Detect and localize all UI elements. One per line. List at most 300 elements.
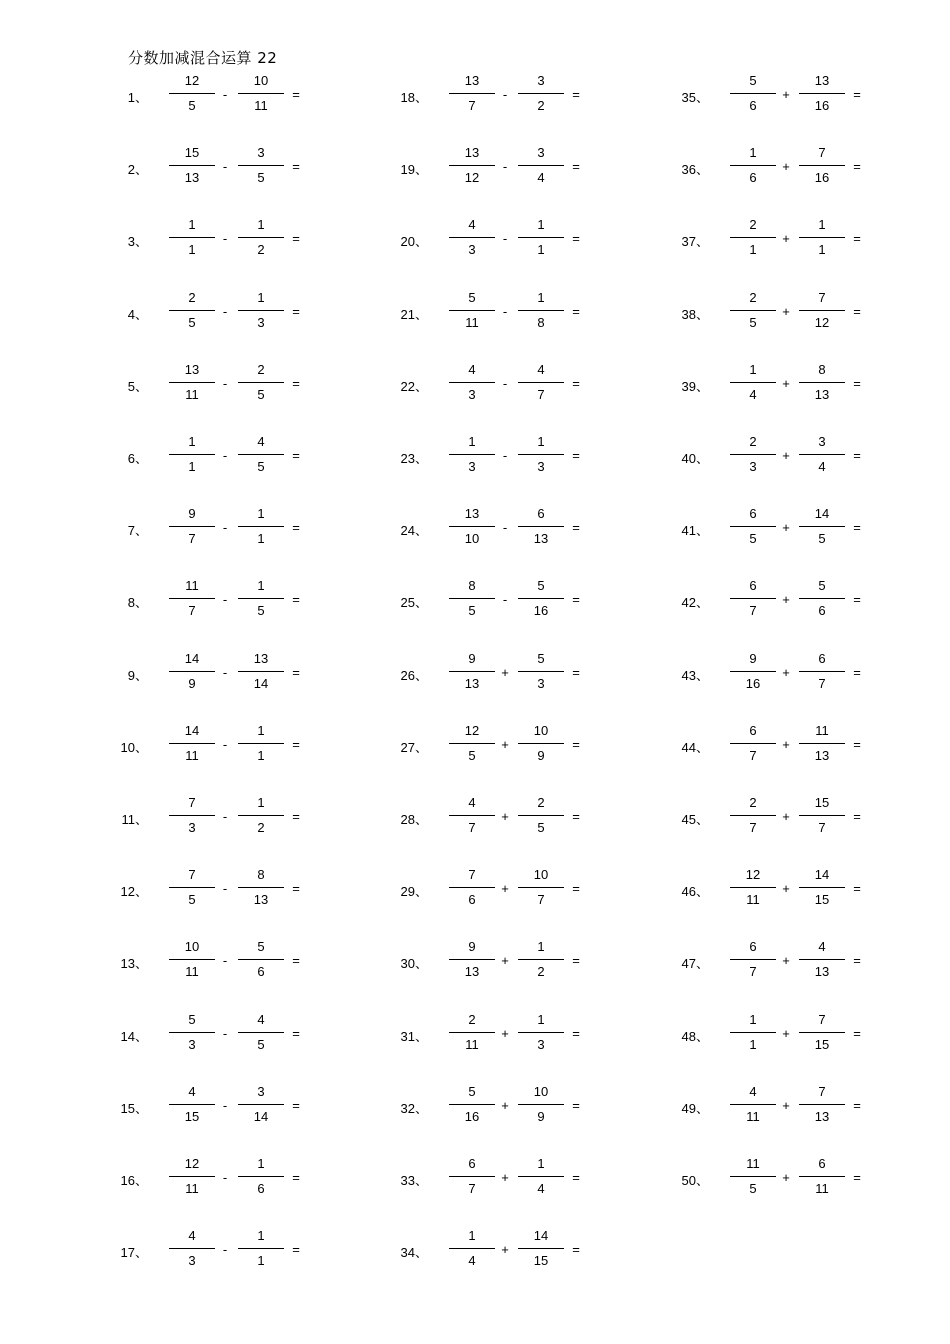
problem-item [665, 144, 875, 194]
problem-item [665, 289, 875, 339]
numerator: 9 [749, 650, 757, 666]
problem-item [665, 216, 875, 266]
operator-sign: - [502, 231, 508, 247]
fraction-second [518, 216, 564, 266]
problem-number: 44、 [681, 739, 709, 755]
fraction-first [730, 361, 776, 411]
equals-sign: = [853, 159, 861, 175]
fraction-first [730, 1011, 776, 1061]
problem-item [104, 722, 314, 772]
problem-item [665, 72, 875, 122]
operator-sign: - [222, 881, 228, 897]
numerator: 13 [464, 145, 480, 161]
problem-number: 9、 [127, 667, 148, 683]
problem-item [104, 1083, 314, 1133]
denominator: 1 [188, 242, 196, 258]
fraction-first [169, 433, 215, 483]
fraction-second [238, 1083, 284, 1133]
fraction-second [799, 1083, 845, 1133]
denominator: 11 [465, 1036, 479, 1052]
operator-sign: + [782, 87, 790, 102]
fraction-bar [730, 1104, 776, 1105]
equals-sign: = [292, 87, 300, 102]
equals-sign: = [572, 953, 580, 969]
fraction-first [169, 650, 215, 700]
equals-sign: = [572, 1170, 580, 1185]
denominator: 3 [749, 459, 757, 474]
operator-sign: + [782, 1170, 790, 1185]
problem-number: 43、 [681, 667, 709, 683]
fraction-second [518, 361, 564, 411]
problem-number: 35、 [681, 90, 709, 105]
denominator: 16 [814, 170, 830, 186]
fraction-first [730, 938, 776, 988]
denominator: 9 [188, 675, 196, 691]
fraction-bar [518, 743, 564, 744]
numerator: 12 [745, 867, 761, 883]
denominator: 1 [257, 531, 265, 547]
problem-item [384, 794, 594, 844]
problem-item [665, 505, 875, 555]
fraction-bar [169, 165, 215, 166]
numerator: 13 [184, 361, 200, 377]
fraction-first [169, 1011, 215, 1061]
fraction-bar [730, 1032, 776, 1033]
fraction-bar [169, 1248, 215, 1249]
fraction-bar [799, 382, 845, 383]
fraction-first [730, 866, 776, 916]
fraction-second [518, 866, 564, 916]
fraction-bar [449, 1104, 495, 1105]
numerator: 13 [814, 73, 830, 88]
operator-sign: + [782, 592, 790, 608]
problem-number: 27、 [400, 739, 428, 755]
numerator: 1 [257, 722, 265, 738]
numerator: 1 [537, 939, 545, 955]
equals-sign: = [572, 303, 580, 319]
numerator: 15 [184, 145, 200, 161]
fraction-bar [799, 671, 845, 672]
equals-sign: = [572, 1025, 580, 1041]
problem-item [665, 650, 875, 700]
numerator: 1 [537, 217, 545, 233]
fraction-bar [238, 1104, 284, 1105]
numerator: 3 [257, 145, 265, 161]
fraction-first [169, 866, 215, 916]
equals-sign: = [292, 881, 300, 897]
problem-item [104, 361, 314, 411]
fraction-second [799, 866, 845, 916]
fraction-bar [238, 526, 284, 527]
problem-number: 2、 [127, 162, 148, 178]
fraction-bar [799, 959, 845, 960]
denominator: 10 [464, 531, 480, 547]
fraction-second [799, 1011, 845, 1061]
fraction-first [169, 794, 215, 844]
numerator: 1 [468, 1228, 476, 1244]
problem-number: 29、 [400, 884, 428, 900]
denominator: 14 [253, 675, 269, 691]
fraction-bar [518, 959, 564, 960]
fraction-bar [730, 671, 776, 672]
numerator: 7 [818, 145, 826, 161]
fraction-bar [518, 165, 564, 166]
numerator: 2 [749, 289, 757, 305]
problem-number: 11、 [121, 812, 148, 827]
numerator: 14 [814, 506, 830, 522]
problem-number: 39、 [681, 378, 709, 394]
numerator: 14 [533, 1228, 549, 1244]
problem-number: 5、 [127, 378, 148, 394]
problem-item [104, 433, 314, 483]
denominator: 3 [188, 820, 196, 835]
fraction-bar [238, 959, 284, 960]
fraction-bar [169, 671, 215, 672]
equals-sign: = [572, 809, 580, 824]
denominator: 13 [184, 170, 200, 186]
numerator: 1 [188, 434, 196, 449]
fraction-second [238, 361, 284, 411]
denominator: 7 [818, 820, 826, 835]
numerator: 9 [468, 650, 476, 666]
problem-item [384, 1083, 594, 1133]
denominator: 13 [464, 964, 480, 980]
fraction-bar [169, 93, 215, 94]
problem-item [104, 289, 314, 339]
fraction-bar [799, 1032, 845, 1033]
denominator: 8 [537, 314, 545, 330]
numerator: 10 [533, 1083, 549, 1099]
fraction-second [799, 361, 845, 411]
fraction-second [799, 144, 845, 194]
fraction-first [169, 1227, 215, 1277]
fraction-first [730, 1083, 776, 1133]
operator-sign: + [501, 736, 509, 752]
fraction-bar [518, 454, 564, 455]
fraction-bar [799, 743, 845, 744]
fraction-first [730, 794, 776, 844]
equals-sign: = [853, 1025, 861, 1041]
fraction-bar [449, 1248, 495, 1249]
numerator: 4 [818, 939, 826, 955]
fraction-first [449, 938, 495, 988]
numerator: 5 [188, 1011, 196, 1027]
denominator: 5 [188, 98, 196, 113]
operator-sign: - [222, 1242, 228, 1258]
numerator: 3 [537, 73, 545, 88]
fraction-first [730, 289, 776, 339]
problem-item [104, 866, 314, 916]
problem-item [384, 289, 594, 339]
problem-item [665, 361, 875, 411]
numerator: 13 [464, 73, 480, 88]
numerator: 4 [468, 217, 476, 233]
fraction-second [238, 577, 284, 627]
fraction-bar [518, 815, 564, 816]
equals-sign: = [572, 520, 580, 536]
numerator: 12 [184, 1156, 200, 1171]
numerator: 7 [188, 867, 196, 883]
equals-sign: = [853, 881, 861, 897]
denominator: 16 [814, 98, 830, 113]
operator-sign: - [222, 953, 228, 969]
denominator: 13 [464, 675, 480, 691]
denominator: 1 [257, 1253, 265, 1269]
fraction-bar [730, 237, 776, 238]
operator-sign: - [222, 159, 228, 175]
problem-item [384, 1155, 594, 1205]
operator-sign: + [782, 231, 790, 247]
denominator: 4 [468, 1253, 476, 1269]
operator-sign: - [222, 664, 228, 680]
fraction-bar [238, 237, 284, 238]
numerator: 1 [749, 145, 757, 161]
problem-item [384, 722, 594, 772]
equals-sign: = [292, 592, 300, 608]
problem-number: 3、 [127, 234, 148, 250]
numerator: 4 [188, 1228, 196, 1244]
denominator: 15 [533, 1253, 549, 1269]
denominator: 7 [749, 603, 757, 619]
denominator: 2 [257, 820, 265, 835]
numerator: 1 [257, 506, 265, 522]
problem-number: 23、 [400, 451, 428, 466]
equals-sign: = [853, 953, 861, 969]
denominator: 4 [818, 459, 826, 474]
operator-sign: + [501, 664, 509, 680]
numerator: 5 [257, 939, 265, 955]
numerator: 1 [257, 795, 265, 810]
fraction-second [238, 722, 284, 772]
denominator: 5 [749, 1181, 757, 1196]
denominator: 15 [814, 892, 830, 908]
fraction-bar [449, 165, 495, 166]
equals-sign: = [572, 448, 580, 463]
equals-sign: = [853, 1097, 861, 1113]
fraction-second [238, 1155, 284, 1205]
problem-item [104, 72, 314, 122]
denominator: 1 [537, 242, 545, 258]
fraction-bar [518, 1104, 564, 1105]
fraction-bar [730, 598, 776, 599]
denominator: 12 [814, 314, 830, 330]
fraction-bar [799, 93, 845, 94]
denominator: 5 [257, 459, 265, 474]
equals-sign: = [572, 592, 580, 608]
problem-item [384, 505, 594, 555]
denominator: 6 [468, 892, 476, 908]
operator-sign: - [502, 87, 508, 102]
denominator: 16 [464, 1108, 480, 1124]
numerator: 3 [537, 145, 545, 161]
operator-sign: + [782, 664, 790, 680]
fraction-second [799, 1155, 845, 1205]
denominator: 7 [468, 98, 476, 113]
numerator: 14 [814, 867, 830, 883]
fraction-first [169, 505, 215, 555]
equals-sign: = [853, 520, 861, 536]
denominator: 6 [749, 98, 757, 113]
operator-sign: + [782, 1025, 790, 1041]
denominator: 2 [257, 242, 265, 258]
numerator: 4 [468, 795, 476, 810]
equals-sign: = [853, 736, 861, 752]
problem-number: 10、 [120, 739, 148, 755]
denominator: 3 [537, 459, 545, 474]
problem-number: 38、 [681, 306, 709, 322]
denominator: 11 [185, 386, 199, 402]
numerator: 11 [815, 722, 829, 738]
fraction-first [449, 1227, 495, 1277]
problem-number: 32、 [400, 1100, 428, 1116]
problem-number: 17、 [120, 1245, 148, 1261]
fraction-bar [169, 526, 215, 527]
fraction-second [799, 722, 845, 772]
denominator: 1 [188, 459, 196, 474]
denominator: 1 [818, 242, 826, 258]
fraction-second [518, 289, 564, 339]
fraction-bar [169, 887, 215, 888]
problem-number: 46、 [681, 884, 709, 900]
fraction-bar [169, 237, 215, 238]
fraction-second [518, 938, 564, 988]
denominator: 2 [537, 964, 545, 980]
operator-sign: - [222, 736, 228, 752]
numerator: 1 [537, 434, 545, 449]
equals-sign: = [292, 159, 300, 175]
denominator: 5 [468, 603, 476, 619]
denominator: 1 [749, 242, 757, 258]
denominator: 6 [749, 170, 757, 186]
numerator: 9 [468, 939, 476, 955]
fraction-second [518, 433, 564, 483]
fraction-bar [449, 671, 495, 672]
fraction-bar [518, 671, 564, 672]
equals-sign: = [572, 664, 580, 680]
numerator: 6 [749, 939, 757, 955]
equals-sign: = [292, 375, 300, 391]
problem-item [665, 866, 875, 916]
fraction-bar [449, 959, 495, 960]
fraction-first [449, 289, 495, 339]
denominator: 11 [815, 1181, 829, 1196]
denominator: 13 [253, 892, 269, 908]
numerator: 6 [818, 1156, 826, 1171]
fraction-second [238, 505, 284, 555]
problem-number: 15、 [120, 1100, 148, 1116]
equals-sign: = [292, 1170, 300, 1185]
denominator: 11 [465, 314, 479, 330]
fraction-bar [449, 1032, 495, 1033]
numerator: 4 [257, 434, 265, 449]
denominator: 11 [185, 1181, 199, 1196]
numerator: 4 [468, 361, 476, 377]
fraction-bar [730, 887, 776, 888]
numerator: 11 [185, 578, 199, 594]
numerator: 14 [184, 650, 200, 666]
numerator: 12 [184, 73, 200, 88]
fraction-second [799, 216, 845, 266]
operator-sign: + [782, 953, 790, 969]
numerator: 6 [468, 1156, 476, 1171]
fraction-bar [169, 454, 215, 455]
denominator: 13 [533, 531, 549, 547]
fraction-second [799, 72, 845, 122]
problem-number: 28、 [400, 812, 428, 827]
numerator: 2 [749, 434, 757, 449]
denominator: 5 [188, 892, 196, 908]
equals-sign: = [853, 303, 861, 319]
problem-number: 36、 [681, 162, 709, 178]
fraction-first [449, 144, 495, 194]
denominator: 7 [537, 386, 545, 402]
fraction-second [799, 650, 845, 700]
fraction-bar [518, 1176, 564, 1177]
problem-number: 12、 [120, 884, 148, 900]
denominator: 7 [818, 675, 826, 691]
equals-sign: = [292, 303, 300, 319]
numerator: 1 [188, 217, 196, 233]
problem-number: 6、 [127, 451, 148, 466]
numerator: 8 [818, 361, 826, 377]
equals-sign: = [572, 375, 580, 391]
problem-item [104, 1227, 314, 1277]
fraction-bar [238, 598, 284, 599]
problem-number: 48、 [681, 1028, 709, 1044]
fraction-second [518, 722, 564, 772]
denominator: 7 [749, 820, 757, 835]
denominator: 11 [746, 892, 760, 908]
fraction-second [238, 650, 284, 700]
problem-number: 42、 [681, 595, 709, 611]
equals-sign: = [292, 809, 300, 824]
fraction-first [169, 1083, 215, 1133]
numerator: 6 [537, 506, 545, 522]
problem-number: 40、 [681, 451, 709, 466]
fraction-second [238, 938, 284, 988]
fraction-first [730, 722, 776, 772]
numerator: 2 [749, 217, 757, 233]
problem-number: 47、 [681, 956, 709, 972]
numerator: 8 [468, 578, 476, 594]
fraction-bar [449, 598, 495, 599]
numerator: 10 [184, 939, 200, 955]
fraction-first [449, 72, 495, 122]
operator-sign: - [502, 159, 508, 175]
fraction-first [730, 650, 776, 700]
numerator: 1 [257, 217, 265, 233]
denominator: 3 [468, 386, 476, 402]
fraction-second [238, 866, 284, 916]
fraction-first [449, 361, 495, 411]
denominator: 5 [537, 820, 545, 835]
numerator: 5 [537, 650, 545, 666]
numerator: 2 [537, 795, 545, 810]
problem-item [384, 1011, 594, 1061]
denominator: 5 [188, 314, 196, 330]
problem-number: 31、 [400, 1028, 428, 1044]
fraction-second [238, 216, 284, 266]
fraction-second [238, 72, 284, 122]
denominator: 6 [818, 603, 826, 619]
fraction-second [518, 577, 564, 627]
denominator: 6 [257, 964, 265, 980]
problem-item [384, 144, 594, 194]
fraction-first [449, 1011, 495, 1061]
operator-sign: - [222, 592, 228, 608]
problem-number: 14、 [120, 1028, 148, 1044]
problem-number: 37、 [681, 234, 709, 250]
